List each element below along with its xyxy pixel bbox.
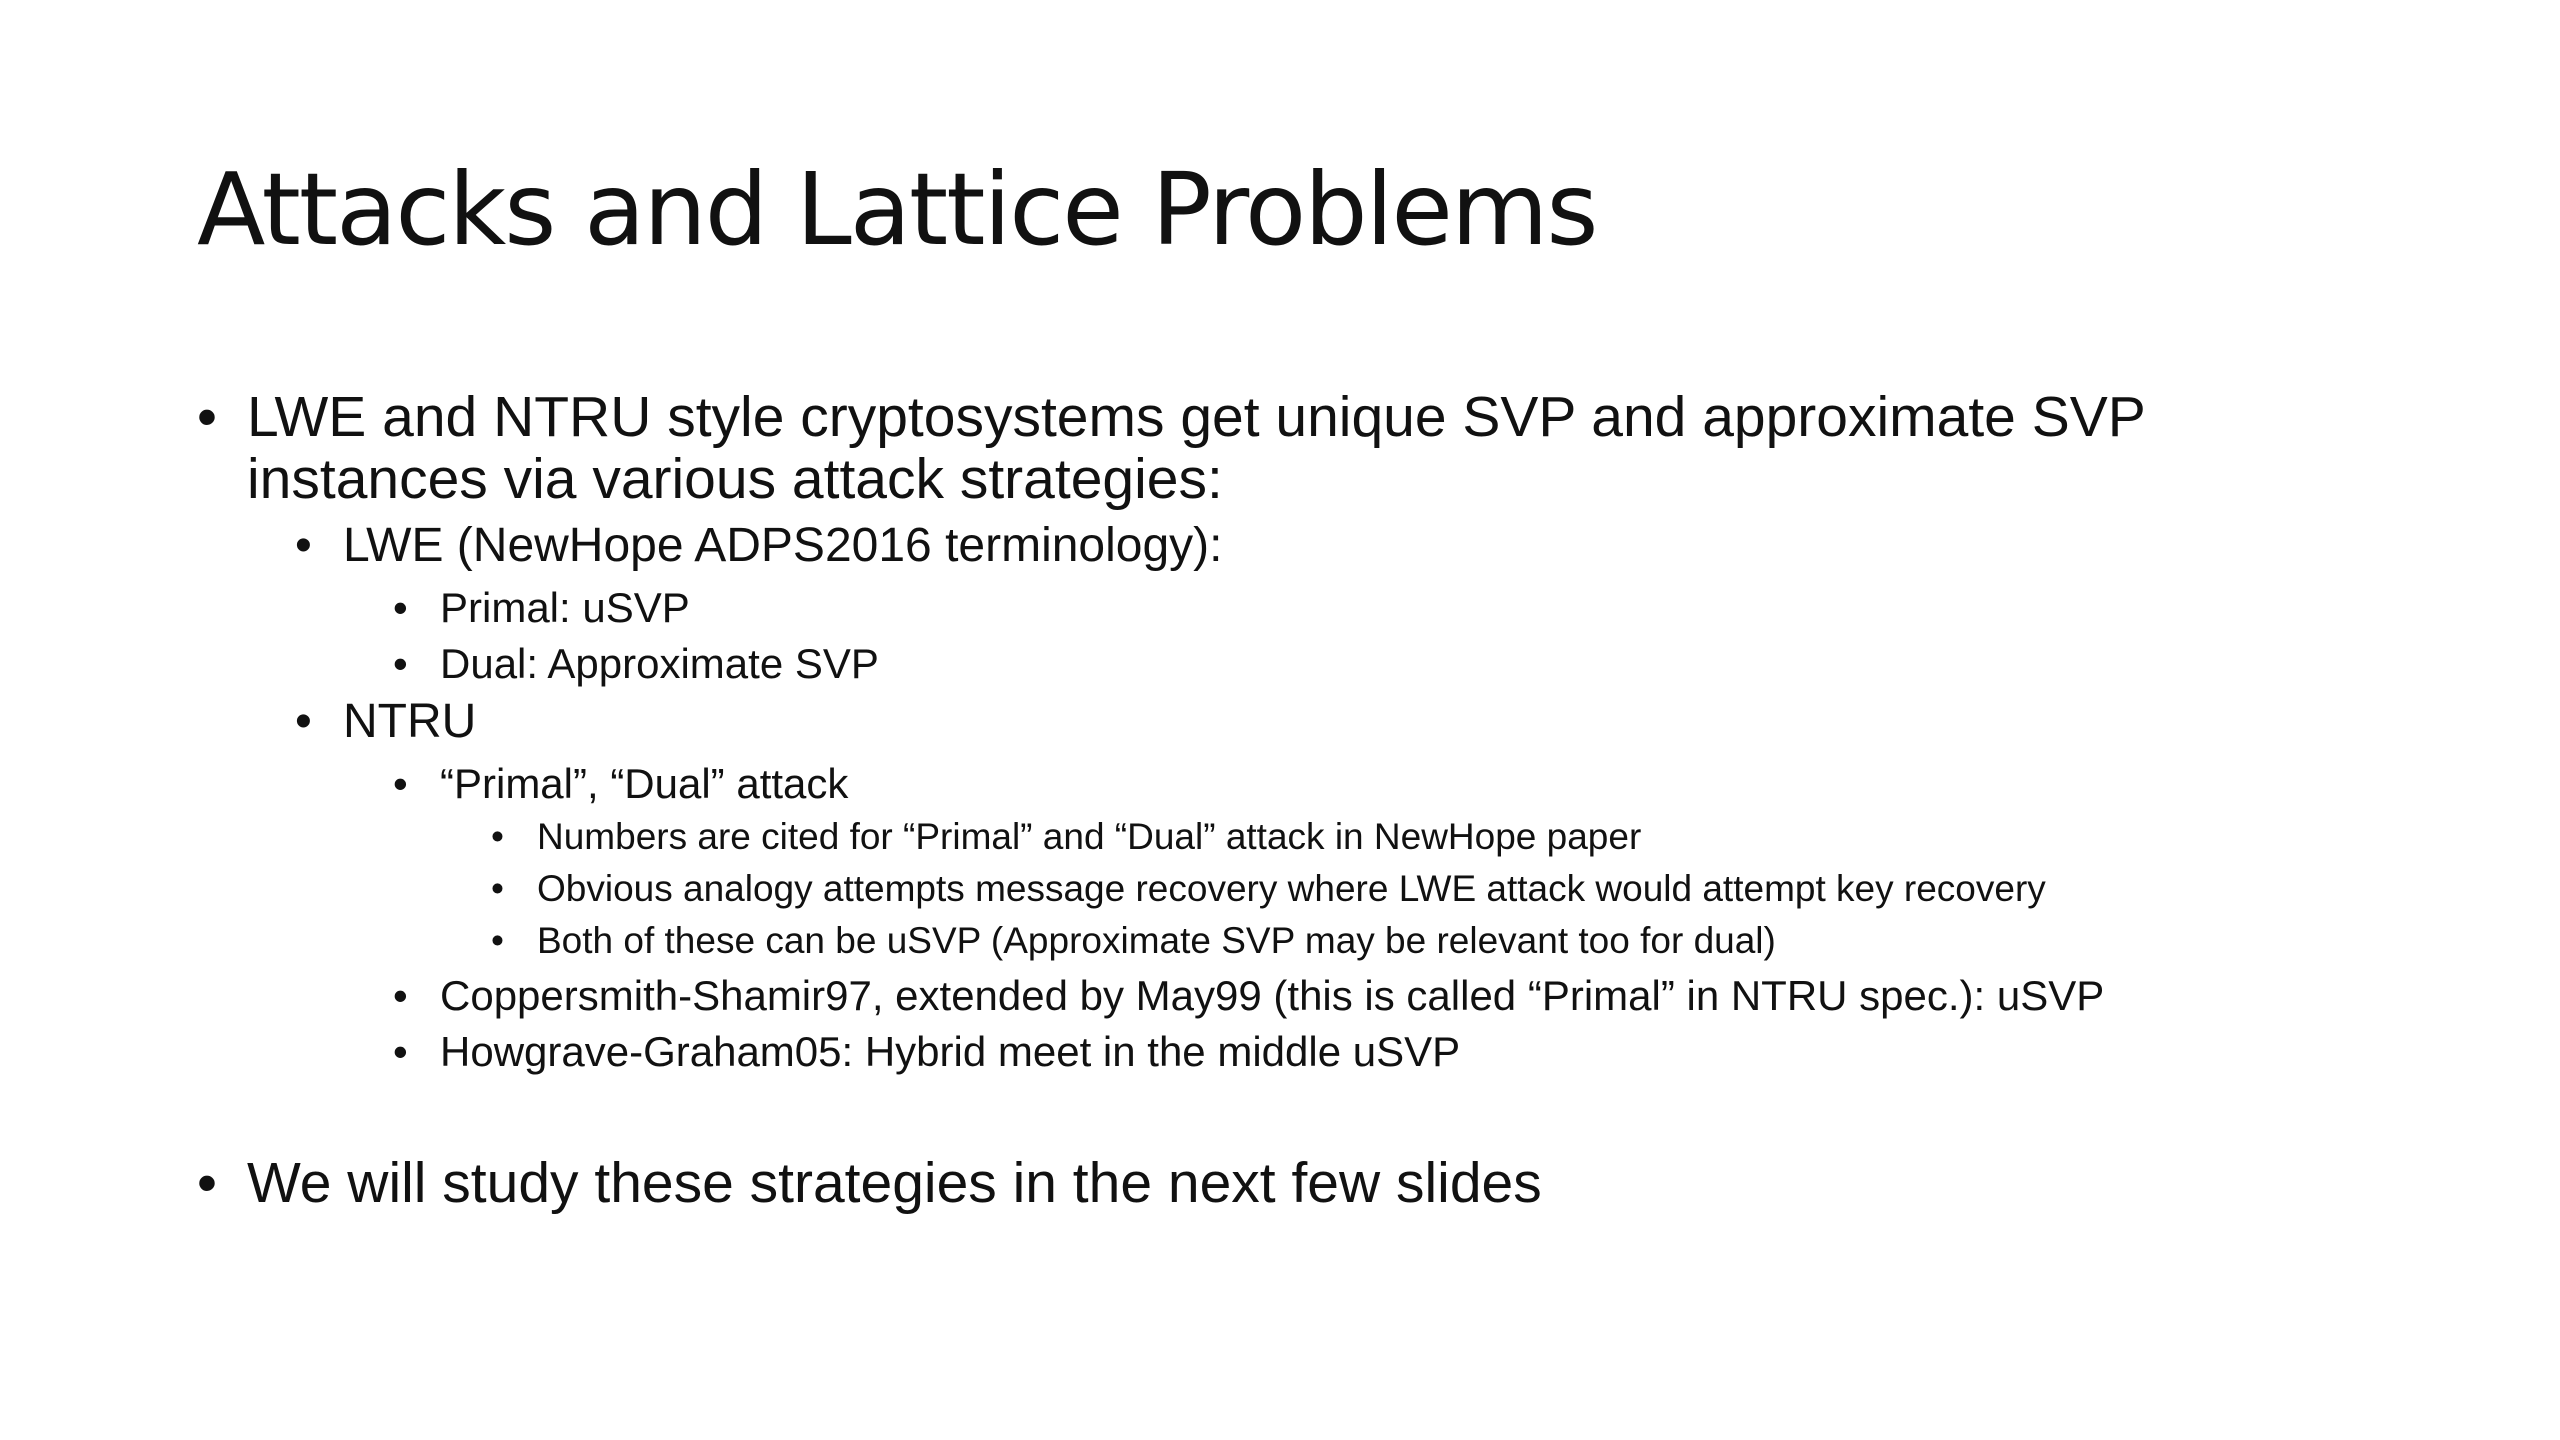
- bullet-dot: •: [295, 695, 312, 748]
- bullet-dot: •: [393, 972, 408, 1019]
- bullet-level4-numbers-cited: [491, 813, 1641, 861]
- bullet-dot: •: [197, 1151, 217, 1215]
- bullet-dot: •: [393, 1028, 408, 1075]
- bullet-dot: •: [491, 868, 504, 909]
- bullet-level3-howgrave-graham: [393, 1026, 1460, 1078]
- bullet-level3-primal-dual-attack: [393, 758, 848, 810]
- bullet-text: Coppersmith-Shamir97, extended by May99 (this is called “Primal” in NTRU spec.): uSVP: [440, 972, 2105, 1019]
- bullet-level3-coppersmith: [393, 970, 2104, 1022]
- bullet-text: [247, 386, 2146, 510]
- bullet-dot: •: [197, 385, 217, 449]
- bullet-level1-cryptosystems: [197, 386, 2146, 510]
- bullet-text: We will study these strategies in the next few slides: [247, 1151, 1542, 1215]
- bullet-level2-lwe: [295, 518, 1223, 574]
- bullet-dot: •: [491, 816, 504, 857]
- bullet-text: Numbers are cited for “Primal” and “Dual” attack in NewHope paper: [537, 816, 1642, 857]
- bullet-text: Dual: Approximate SVP: [440, 640, 879, 687]
- bullet-dot: •: [295, 519, 312, 572]
- bullet-text: Obvious analogy attempts message recovery where LWE attack would attempt key recovery: [537, 868, 2046, 909]
- bullet-text: NTRU: [343, 695, 477, 748]
- bullet-dot: •: [491, 920, 504, 961]
- bullet-text: Howgrave-Graham05: Hybrid meet in the middle uSVP: [440, 1028, 1461, 1075]
- bullet-level3-primal: [393, 582, 690, 634]
- bullet-level4-obvious-analogy: [491, 865, 2046, 913]
- bullet-text-line: instances via various attack strategies:: [247, 447, 1223, 511]
- bullet-level1-next-slides: [197, 1152, 1542, 1214]
- bullet-level2-ntru: [295, 694, 476, 750]
- bullet-text: LWE (NewHope ADPS2016 terminology):: [343, 519, 1223, 572]
- slide-title: Attacks and Lattice Problems: [197, 151, 1597, 268]
- bullet-dot: •: [393, 640, 408, 687]
- bullet-text: Both of these can be uSVP (Approximate SVP may be relevant too for dual): [537, 920, 1776, 961]
- bullet-dot: •: [393, 584, 408, 631]
- bullet-text-line: LWE and NTRU style cryptosystems get unique SVP and approximate SVP: [247, 385, 2146, 449]
- bullet-level3-dual: [393, 638, 879, 690]
- bullet-text: Primal: uSVP: [440, 584, 690, 631]
- bullet-level4-both-usvp: [491, 917, 1776, 965]
- bullet-text: “Primal”, “Dual” attack: [440, 760, 849, 807]
- bullet-dot: •: [393, 760, 408, 807]
